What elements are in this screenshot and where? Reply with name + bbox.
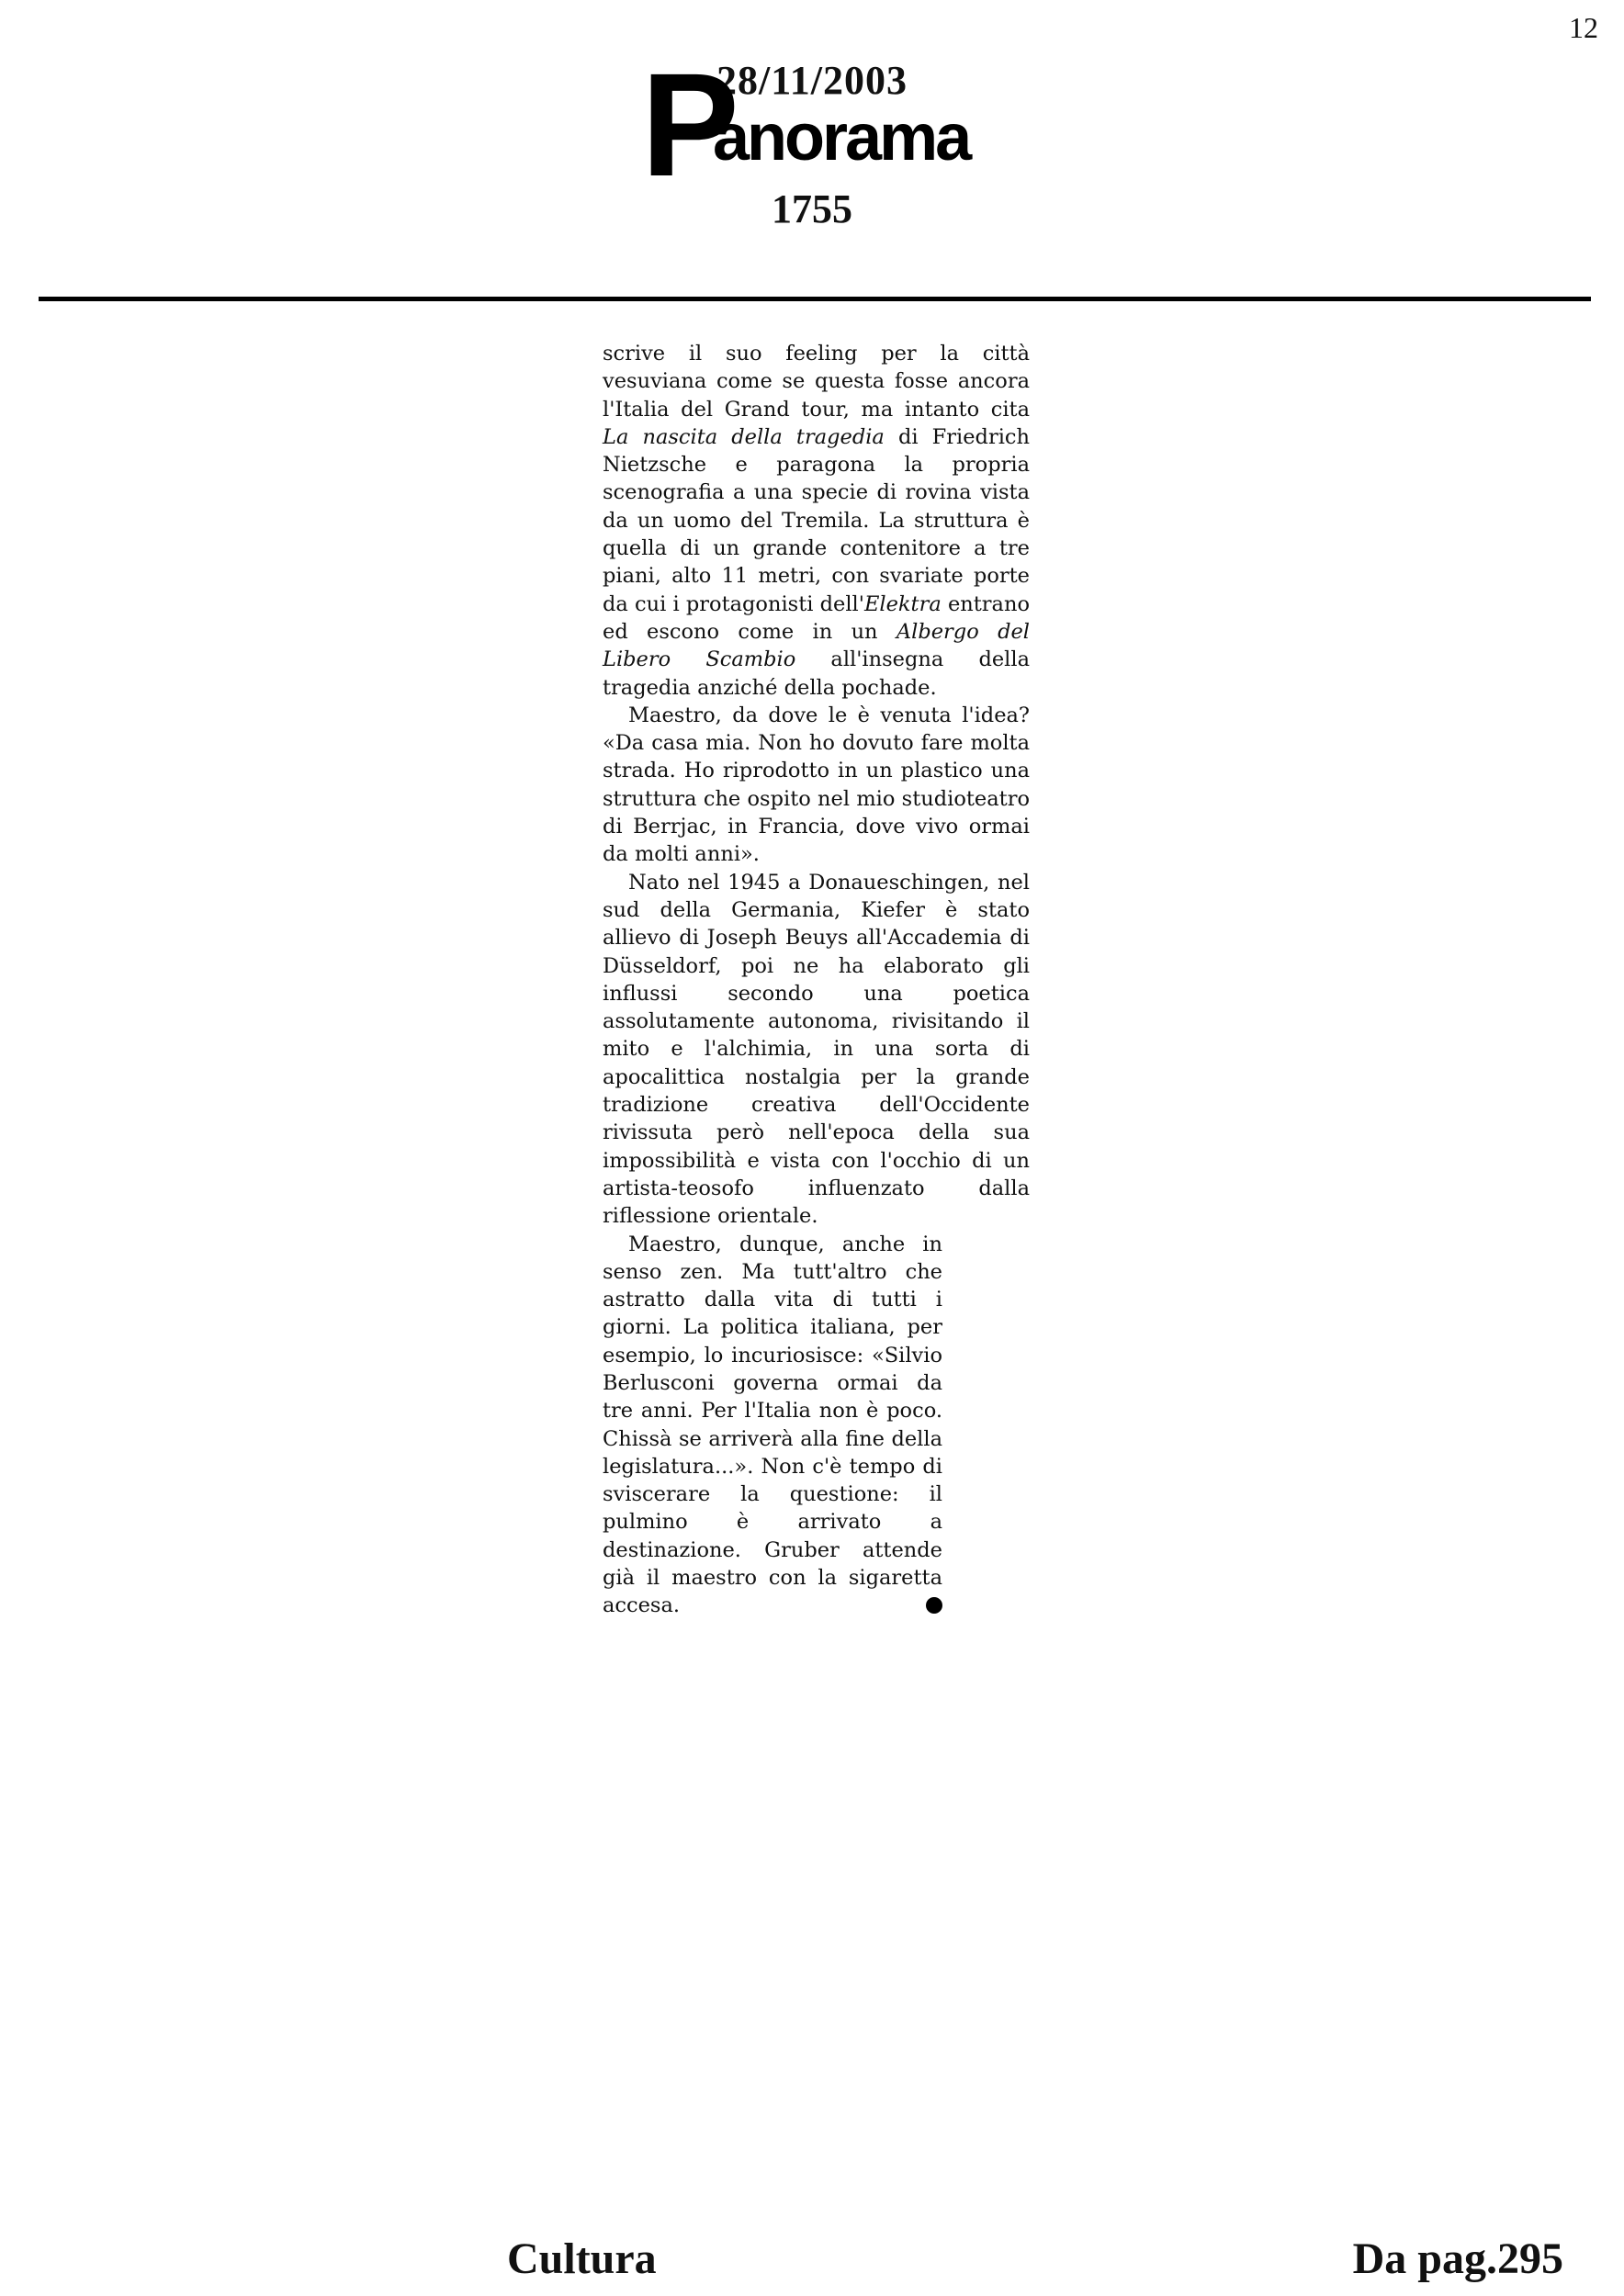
header-rule	[39, 297, 1591, 301]
article-paragraph-1: scrive il suo feeling per la città vesuviana come se questa fosse ancora l'Italia del Grand tour, ma intanto cita La nascita della tragedia di Friedrich Nietzsche e paragona la propria scenografia a una specie di rovina vista da un uomo del Tremila. La struttura è quella di un grande contenitore a tre piani, alto 11 metri, con svariate porte da cui i protagonisti dell'Elektra entrano ed escono come in un Albergo del Libero Scambio all'insegna della tragedia anziché della pochade.	[603, 342, 1031, 700]
logo-rest: anorama	[713, 101, 970, 174]
publication-date: 28/11/2003	[716, 58, 908, 103]
italic-title: La nascita della tragedia	[603, 424, 885, 449]
logo-initial: P	[641, 42, 736, 207]
panorama-logo	[641, 42, 1027, 207]
issue-number: 1755	[772, 186, 852, 231]
article-paragraph-3: Nato nel 1945 a Donaueschingen, nel sud della Germania, Kiefer è stato allievo di Joseph Beuys all'Accademia di Düsseldorf, poi ne ha elaborato gli influssi secondo una poetica assolutamente autonoma, rivisitando il mito e l'alchimia, in una sorta di apocalittica nostalgia per la grande tradizione creativa dell'Occidente rivissuta però nell'epoca della sua impossibilità e vista con l'occhio di un artista-teosofo influenzato dalla riflessione orientale.	[603, 870, 1030, 1229]
bullet-icon	[926, 1597, 942, 1614]
source-page: Da pag.295	[1352, 2234, 1563, 2283]
italic-title: Albergo del Libero Scambio	[603, 619, 1031, 672]
section-label: Cultura	[507, 2234, 657, 2283]
italic-title: Elektra	[863, 591, 942, 616]
article-paragraph-4: Maestro, dunque, anche in senso zen. Ma tutt'altro che astratto dalla vita di tutti i giorni. La politica italiana, per esempio, lo incuriosisce: «Silvio Berlusconi governa ormai da tre anni. Per l'Italia non è poco. Chissà se arriverà alla fine della legislatura...». Non c'è tempo di sviscerare la questione: il pulmino è arrivato a destinazione. Gruber attende già il maestro con la sigaretta accesa.	[603, 1232, 942, 1618]
article-paragraph-2: Maestro, da dove le è venuta l'idea? «Da casa mia. Non ho dovuto fare molta strada. Ho riprodotto in un plastico una struttura che ospito nel mio studioteatro di Berrjac, in Francia, dove vivo ormai da molti anni».	[603, 703, 1030, 867]
article-column	[603, 340, 1030, 1620]
page-number: 12	[1569, 11, 1598, 44]
